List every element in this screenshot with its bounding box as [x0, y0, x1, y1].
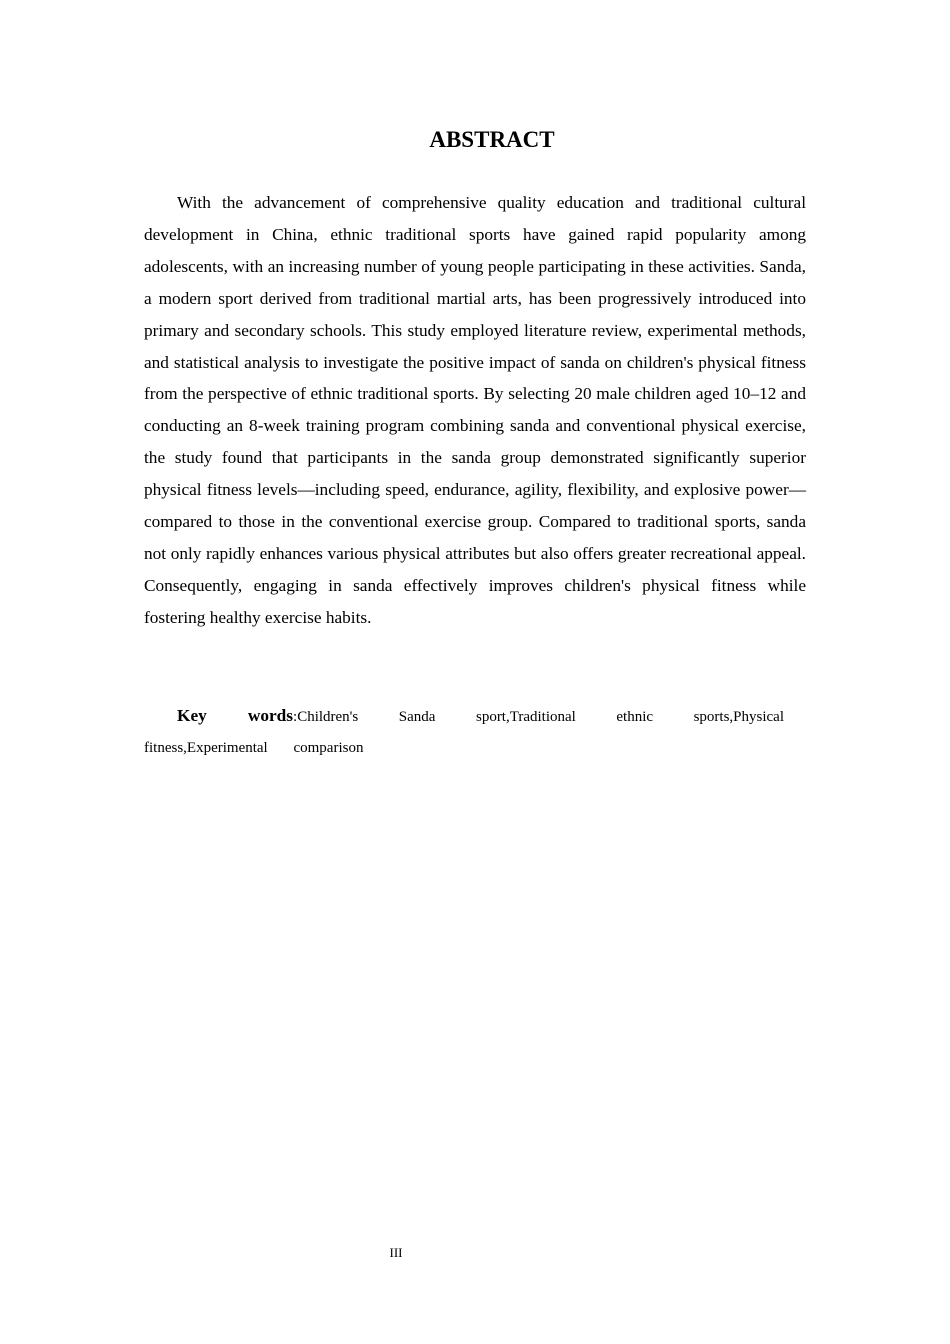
abstract-paragraph: With the advancement of comprehensive quality education and traditional cultural development in China, ethnic traditional sports have gained rapid popularity among adolescents, with an increasing number of young people participating in these activities. Sanda, a modern sport derived from traditional martial arts, has been progressively introduced into primary and secondary schools. This study employed literature review, experimental methods, and statistical analysis to investigate the positive impact of sanda on children's physical fitness from the perspective of ethnic traditional sports. By selecting 20 male children aged 10–12 and conducting an 8-week training program combining sanda and conventional physical exercise, the study found that participants in the sanda group demonstrated significantly superior physical fitness levels—including speed, endurance, agility, flexibility, and explosive power—compared to those in the conventional exercise group. Compared to traditional sports, sanda not only rapidly enhances various physical attributes but also offers greater recreational appeal. Consequently, engaging in sanda effectively improves children's physical fitness while fostering healthy exercise habits.: [144, 193, 806, 627]
keywords-tail: comparison: [293, 740, 364, 756]
keywords-label: Key words: [177, 706, 294, 725]
keywords-line: [144, 700, 784, 764]
keywords-separator: :: [293, 709, 298, 725]
abstract-heading: ABSTRACT: [429, 127, 555, 152]
page-number: III: [389, 1245, 403, 1260]
keywords-text: Children's Sanda sport,Traditional ethnic sports,Physical fitness,Experimental: [144, 709, 785, 756]
